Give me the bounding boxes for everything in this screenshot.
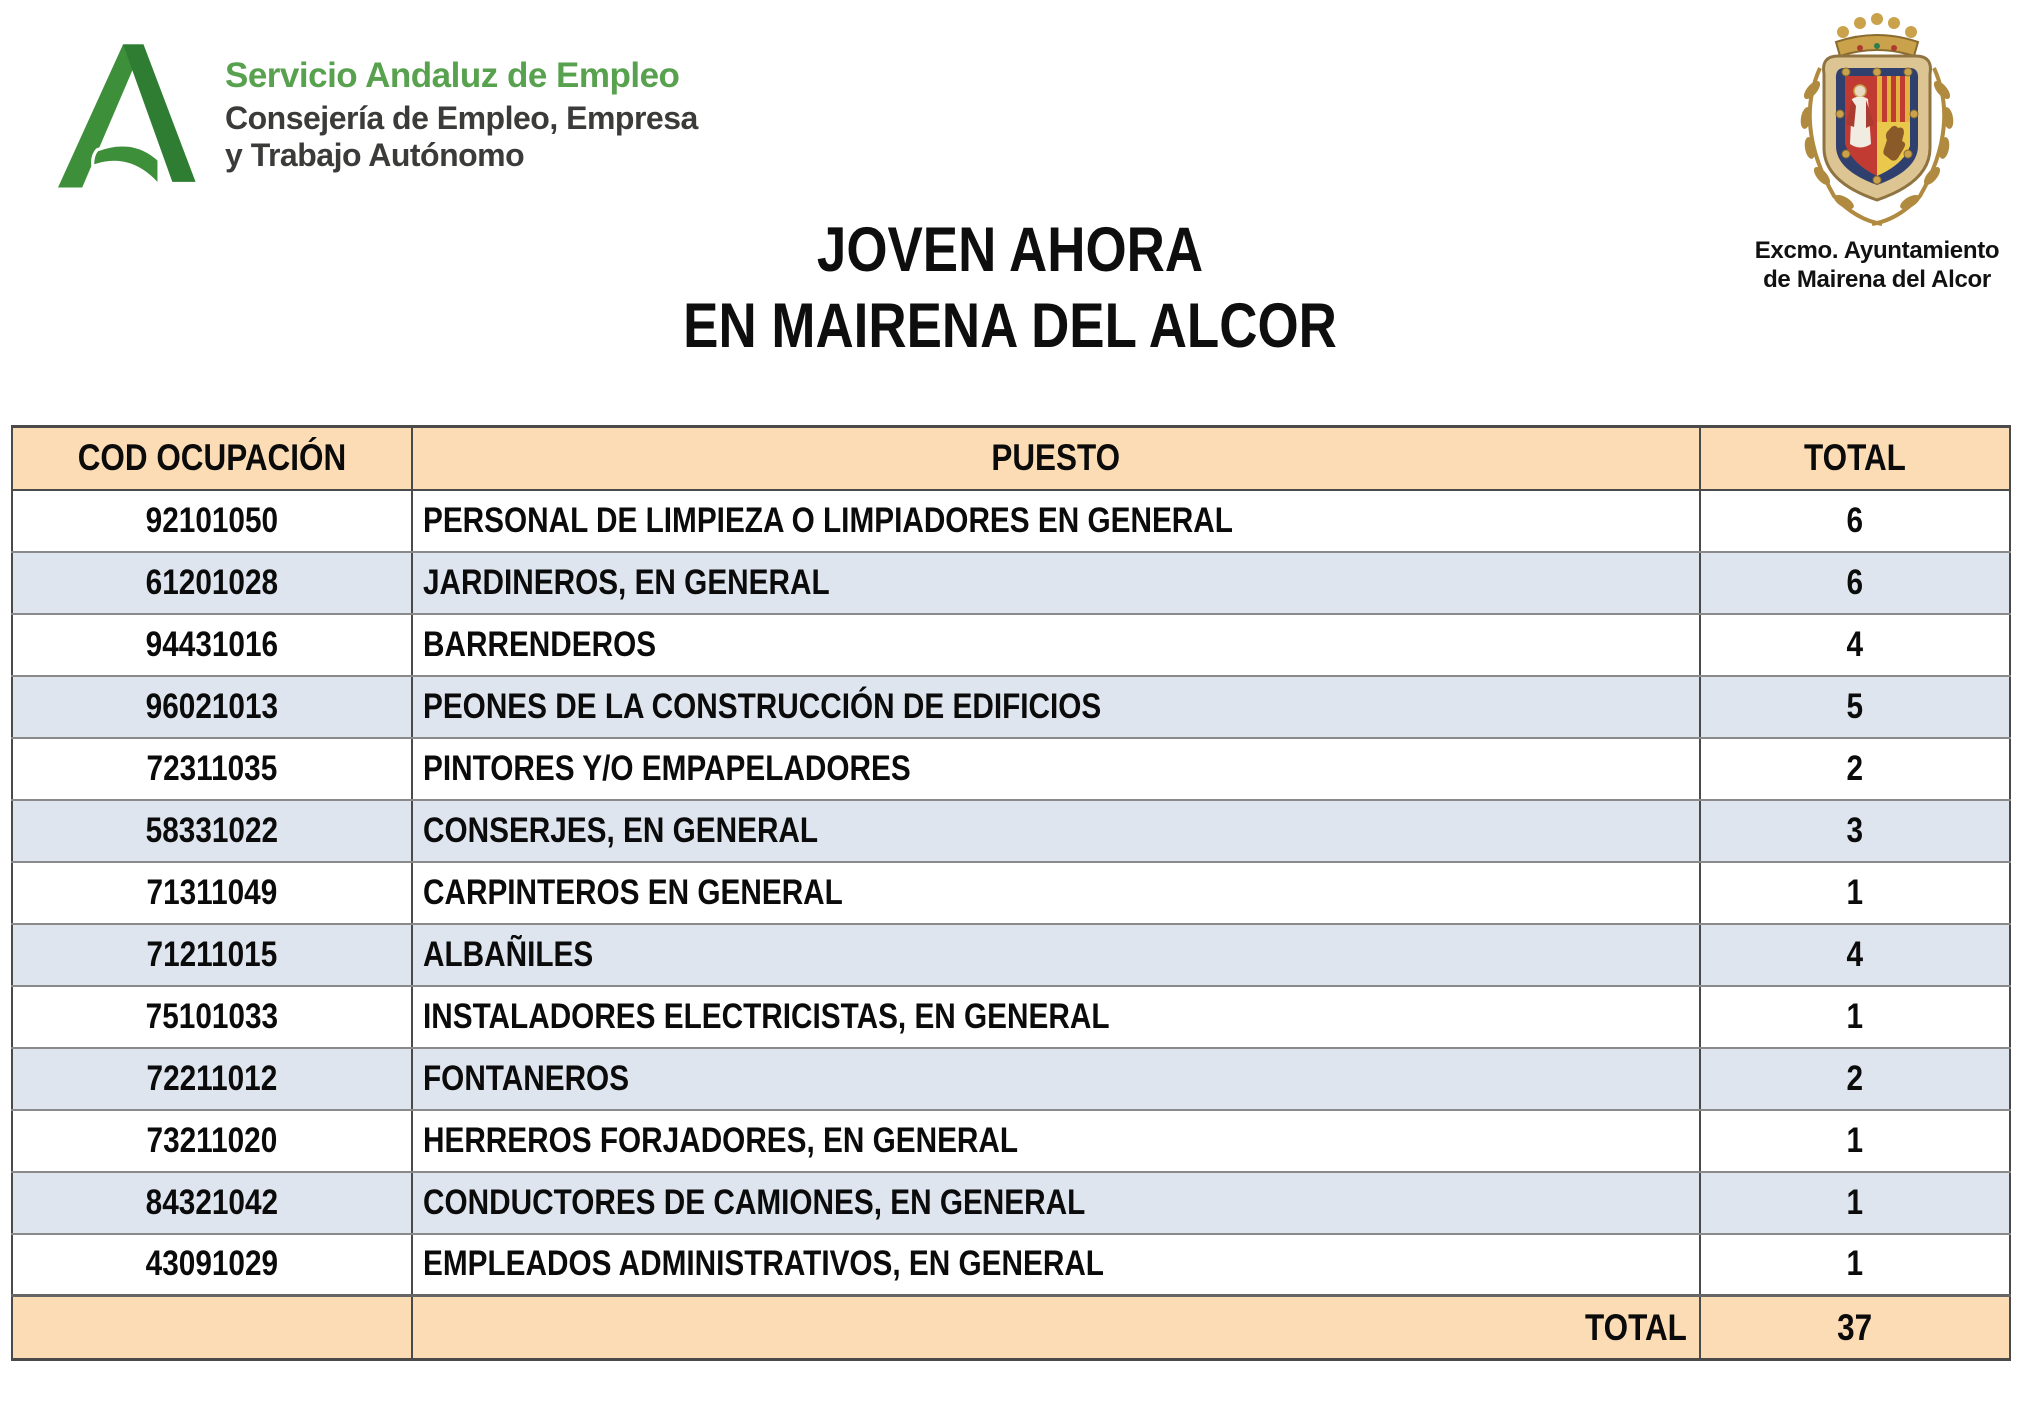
table-row (12, 1172, 2010, 1234)
crest-caption-line-1: Excmo. Ayuntamiento (1754, 237, 2000, 264)
sae-logo-subtitle-2: y Trabajo Autónomo (225, 137, 525, 173)
occupation-code-cell: 75101033 (12, 986, 412, 1048)
puesto-cell: CONSERJES, EN GENERAL (412, 800, 1700, 862)
table-row (12, 490, 2010, 552)
puesto-cell: PINTORES Y/O EMPAPELADORES (412, 738, 1700, 800)
column-header-total: TOTAL (1700, 427, 2010, 490)
sae-logo-subtitle-1: Consejería de Empleo, Empresa (225, 100, 698, 136)
sae-logo-block (45, 40, 698, 190)
footer-total-value: 37 (1700, 1296, 2010, 1360)
table-row (12, 986, 2010, 1048)
table-footer-row (12, 1296, 2010, 1360)
table-row (12, 552, 2010, 614)
table-body (12, 490, 2010, 1296)
table-row (12, 1110, 2010, 1172)
occupation-code-cell: 72211012 (12, 1048, 412, 1110)
occupation-code-cell: 71211015 (12, 924, 412, 986)
puesto-cell: BARRENDEROS (412, 614, 1700, 676)
puesto-cell: EMPLEADOS ADMINISTRATIVOS, EN GENERAL (412, 1234, 1700, 1296)
total-cell: 5 (1700, 676, 2010, 738)
occupation-code-cell: 92101050 (12, 490, 412, 552)
footer-total-label: TOTAL (412, 1296, 1700, 1360)
column-header-cod-ocupacion: COD OCUPACIÓN (12, 427, 412, 490)
puesto-cell: PEONES DE LA CONSTRUCCIÓN DE EDIFICIOS (412, 676, 1700, 738)
table-row (12, 676, 2010, 738)
column-header-puesto: PUESTO (412, 427, 1700, 490)
total-cell: 1 (1700, 986, 2010, 1048)
page-title (0, 212, 2020, 364)
total-cell: 4 (1700, 614, 2010, 676)
occupation-code-cell: 71311049 (12, 862, 412, 924)
puesto-cell: CONDUCTORES DE CAMIONES, EN GENERAL (412, 1172, 1700, 1234)
total-cell: 3 (1700, 800, 2010, 862)
puesto-cell: ALBAÑILES (412, 924, 1700, 986)
sae-logo-title: Servicio Andaluz de Empleo (225, 56, 680, 95)
puesto-cell: FONTANEROS (412, 1048, 1700, 1110)
occupation-code-cell: 73211020 (12, 1110, 412, 1172)
occupation-code-cell: 72311035 (12, 738, 412, 800)
total-cell: 1 (1700, 862, 2010, 924)
occupation-code-cell: 43091029 (12, 1234, 412, 1296)
puesto-cell: INSTALADORES ELECTRICISTAS, EN GENERAL (412, 986, 1700, 1048)
crest-caption-line-2: de Mairena del Alcor (1763, 266, 1991, 293)
table-row (12, 800, 2010, 862)
occupation-code-cell: 84321042 (12, 1172, 412, 1234)
puesto-cell: JARDINEROS, EN GENERAL (412, 552, 1700, 614)
total-cell: 2 (1700, 738, 2010, 800)
total-cell: 6 (1700, 552, 2010, 614)
occupation-code-cell: 96021013 (12, 676, 412, 738)
total-cell: 1 (1700, 1234, 2010, 1296)
footer-empty-cell (12, 1296, 412, 1360)
occupation-code-cell: 58331022 (12, 800, 412, 862)
total-cell: 1 (1700, 1110, 2010, 1172)
junta-andalucia-logo-icon (45, 40, 203, 190)
total-cell: 6 (1700, 490, 2010, 552)
puesto-cell: PERSONAL DE LIMPIEZA O LIMPIADORES EN GENERAL (412, 490, 1700, 552)
total-cell: 4 (1700, 924, 2010, 986)
table-row (12, 1234, 2010, 1296)
page-title-line-1: JOVEN AHORA (816, 215, 1204, 285)
occupations-table (11, 425, 2011, 1361)
table-row (12, 1048, 2010, 1110)
table-row (12, 738, 2010, 800)
table-row (12, 614, 2010, 676)
table-row (12, 862, 2010, 924)
puesto-cell: CARPINTEROS EN GENERAL (412, 862, 1700, 924)
occupation-code-cell: 94431016 (12, 614, 412, 676)
total-cell: 2 (1700, 1048, 2010, 1110)
occupation-code-cell: 61201028 (12, 552, 412, 614)
table-header-row (12, 427, 2010, 490)
mairena-coat-of-arms-icon (1752, 6, 2002, 230)
page-title-line-2: EN MAIRENA DEL ALCOR (683, 291, 1337, 361)
table-row (12, 924, 2010, 986)
ayuntamiento-crest-block (1752, 6, 2002, 294)
puesto-cell: HERREROS FORJADORES, EN GENERAL (412, 1110, 1700, 1172)
total-cell: 1 (1700, 1172, 2010, 1234)
